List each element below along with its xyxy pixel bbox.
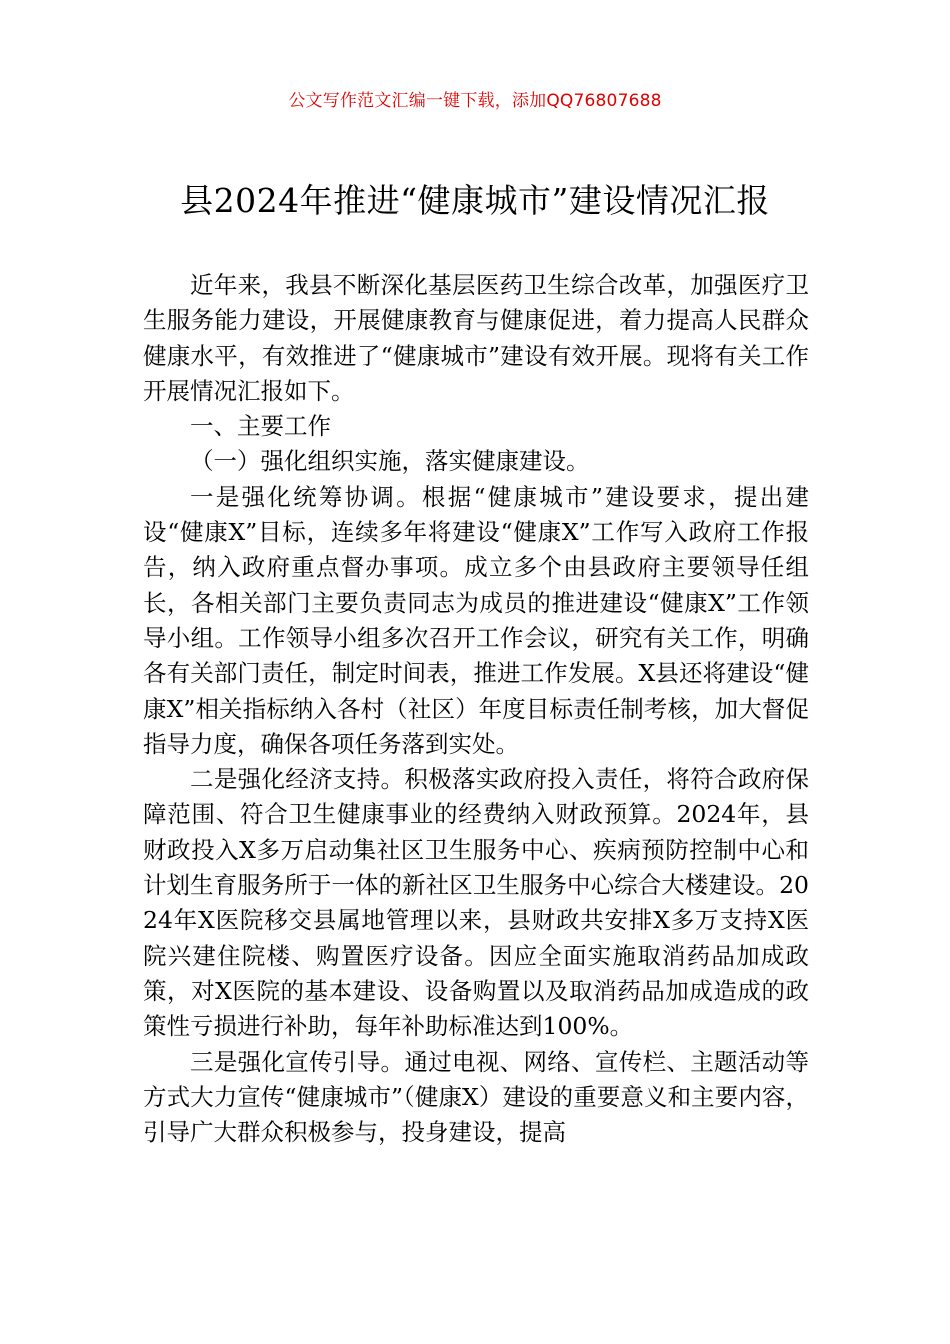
download-notice: 公文写作范文汇编一键下载，添加QQ76807688	[288, 91, 662, 111]
intro-paragraph: 近年来，我县不断深化基层医药卫生综合改革，加强医疗卫生服务能力建设，开展健康教育与健康促进，着力提高人民群众健康水平，有效推进了“健康城市”建设有效开展。现将有关工作开展情况汇报如下。	[143, 271, 809, 405]
section-heading: 一、主要工作	[190, 412, 331, 441]
body-paragraph: 二是强化经济支持。积极落实政府投入责任，将符合政府保障范围、符合卫生健康事业的经费纳入财政预算。2024年，县财政投入X多万启动集社区卫生服务中心、疾病预防控制中心和计划生育服务所于一体的新社区卫生服务中心综合大楼建设。2024年X医院移交县属地管理以来，县财政共安排X多万支持X医院兴建住院楼、购置医疗设备。因应全面实施取消药品加成政策，对X医院的基本建设、设备购置以及取消药品加成造成的政策性亏损进行补助，每年补助标准达到100%。	[143, 765, 809, 1041]
document-body	[143, 268, 809, 1150]
subsection-heading: （一）强化组织实施，落实健康建设。	[190, 447, 590, 476]
document-title: 县2024年推进“健康城市”建设情况汇报	[180, 181, 770, 220]
body-paragraph: 三是强化宣传引导。通过电视、网络、宣传栏、主题活动等方式大力宣传“健康城市”（健康X）建设的重要意义和主要内容，引导广大群众积极参与，投身建设，提高	[143, 1047, 809, 1147]
body-paragraph: 一是强化统筹协调。根据“健康城市”建设要求，提出建设“健康X”目标，连续多年将建设“健康X”工作写入政府工作报告，纳入政府重点督办事项。成立多个由县政府主要领导任组长，各相关部门主要负责同志为成员的推进建设“健康X”工作领导小组。工作领导小组多次召开工作会议，研究有关工作，明确各有关部门责任，制定时间表，推进工作发展。X县还将建设“健康X”相关指标纳入各村（社区）年度目标责任制考核，加大督促指导力度，确保各项任务落到实处。	[143, 482, 809, 758]
